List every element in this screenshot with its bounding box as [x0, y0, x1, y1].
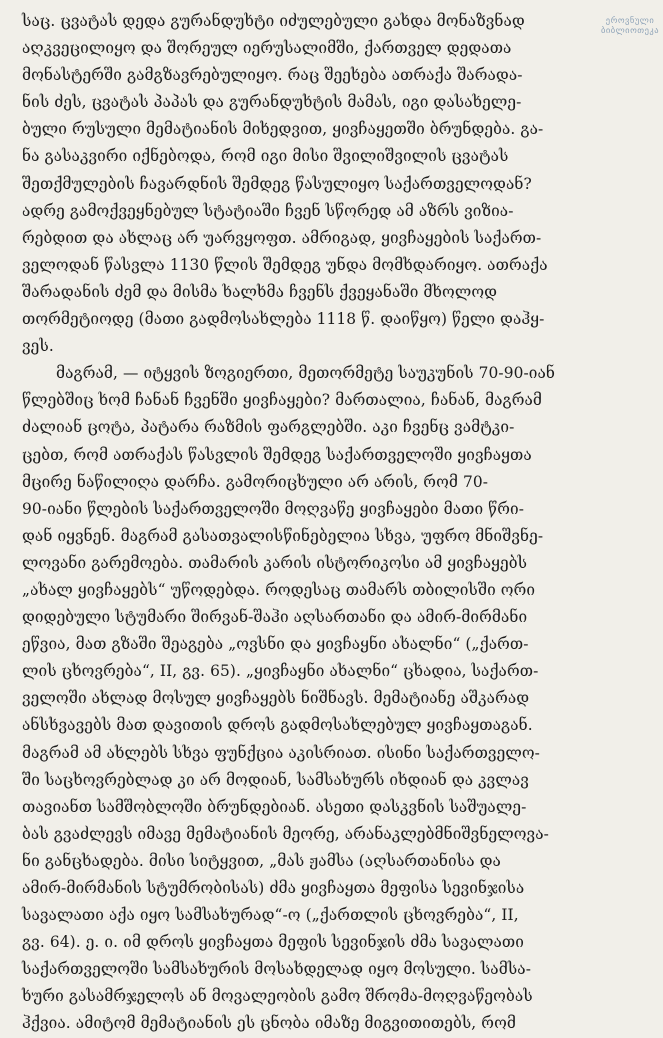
text-line: თორმეტიოდე (მათი გადმოსახლება 1118 წ. დაიწყო) წელი დაჰყ- — [22, 310, 545, 329]
text-line: თავიანთ სამშობლოში ბრუნდებიან. ასეთი დასკვნის საშუალე- — [22, 797, 527, 816]
text-line: დიდებული სტუმარი შირვან-შაჰი აღსართანი და ამირ-მირმანი — [22, 608, 528, 627]
text-line: წლებშიც ხომ ჩანან ჩვენში ყივჩაყები? მართალია, ჩანან, მაგრამ — [22, 391, 543, 410]
library-stamp — [599, 16, 661, 36]
text-line: დან იყვნენ. მაგრამ გასათვალისწინებელია სხვა, უფრო მნიშვნე- — [22, 526, 544, 545]
text-line: ლის ცხოვრება“, II, გვ. 65). „ყივჩაყნი ახალნი“ ცხადია, საქართ- — [22, 662, 539, 681]
text-line: ში საცხოვრებლად კი არ მოდიან, სამსახურს იხდიან და კვლავ — [22, 770, 529, 789]
text-line: ძალიან ცოტა, პატარა რაზმის ფარგლებში. აკი ჩვენც ვამტკი- — [22, 418, 515, 437]
text-line: ლოვანი გარემოება. თამარის კარის ისტორიკოსი ამ ყივჩაყებს — [22, 553, 528, 572]
text-line: საქართველოში სამსახურის მოსახდელად იყო მოსული. სამსა- — [22, 960, 531, 979]
text-line: ბას გვაძლევს იმავე მემატიანის მეორე, არანაკლებმნიშვნელოვა- — [22, 824, 549, 843]
text-line: ნი განცხადება. მისი სიტყვით, „მას ჟამსა (აღსართანისა და — [22, 851, 501, 870]
text-line: გვ. 64). ე. ი. იმ დროს ყივჩაყთა მეფის სევინჯის ძმა სავალათი — [22, 933, 524, 952]
book-page — [22, 8, 640, 1033]
text-line: ნის ძეს, ცვატას პაპას და გურანდუხტის მამას, იგი დასახელე- — [22, 93, 522, 112]
text-line: „ახალ ყივჩაყებს“ უწოდებდა. როდესაც თამარს თბილისში ორი — [22, 580, 536, 599]
text-line: მაგრამ ამ ახლებს სხვა ფუნქცია აკისრიათ. ისინი საქართველო- — [22, 743, 540, 762]
text-line: ამირ-მირმანის სტუმრობისას) ძმა ყივჩაყთა მეფისა სევინჯისა — [22, 879, 525, 897]
library-stamp-line: ბიბლიოთეკა — [600, 26, 660, 36]
text-line: საც. ცვატას დედა გურანდუხტი იძულებული გახდა მონაზვნად — [22, 12, 525, 30]
text-line: 90-იანი წლების საქართველოში მოღვაწე ყივჩაყები მათი წრი- — [22, 499, 525, 518]
paragraph — [22, 8, 640, 360]
text-line: შარადანის ძემ და მისმა ხალხმა ჩვენს ქვეყანაში მხოლოდ — [22, 282, 498, 301]
text-line: მაგრამ, — იტყვის ზოგიერთი, მეთორმეტე საუკუნის 70-90-იან — [56, 364, 556, 383]
text-line: ჰქვია. ამიტომ მემატიანის ეს ცნობა იმაზე მიგვითითებს, რომ — [22, 1014, 516, 1033]
text-line: აღკვეცილიყო და შორეულ იერუსალიმში, ქართველ დედათა — [22, 39, 512, 58]
text-line: ხური გასამრჯელოს ან მოვალეობის გამო შრომა-მოღვაწეობას — [22, 987, 533, 1006]
body-text — [22, 8, 640, 1038]
text-line: რებდით და ახლაც არ უარვყოფთ. ამრიგად, ყივჩაყების საქართ- — [22, 228, 542, 247]
text-line: მცირე ნაწილიღა დარჩა. გამორიცხული არ არის, რომ 70- — [22, 472, 489, 491]
library-stamp-line: ეროვნული — [605, 16, 655, 26]
text-line: ნა გასაკვირი იქნებოდა, რომ იგი მისი შვილიშვილის ცვატას — [22, 147, 509, 166]
text-line: ბული რუსული მემატიანის მიხედვით, ყივჩაყეთში ბრუნდება. გა- — [22, 120, 544, 139]
text-line: ცებთ, რომ ათრაქას წასვლის შემდეგ საქართველოში ყივჩაყთა — [22, 445, 532, 464]
text-line: ველოში ახლად მოსულ ყივჩაყებს ნიშნავს. მემატიანე აშკარად — [22, 689, 530, 708]
text-line: ადრე გამოქვეყნებულ სტატიაში ჩვენ სწორედ ამ აზრს ვიზია- — [22, 201, 514, 220]
paragraph — [22, 360, 640, 1037]
text-line: ეწვია, მათ გზაში შეაგება „ოვსნი და ყივჩაყნი ახალნი“ („ქართ- — [22, 635, 529, 654]
text-line: ანსხვავებს მათ დავითის დროს გადმოსახლებულ ყივჩაყთაგან. — [22, 716, 533, 735]
text-line: ველოდან წასვლა 1130 წლის შემდეგ უნდა მომხდარიყო. ათრაქა — [22, 255, 548, 274]
text-line: მონასტერში გამგზავრებულიყო. რაც შეეხება ათრაქა შარადა- — [22, 66, 523, 85]
text-line: შეთქმულების ჩავარდნის შემდეგ წასულიყო საქართველოდან? — [22, 174, 532, 193]
text-line: ვეს. — [22, 337, 54, 356]
text-line: სავალათი აქა იყო სამსახურად“-ო („ქართლის ცხოვრება“, II, — [22, 906, 519, 925]
